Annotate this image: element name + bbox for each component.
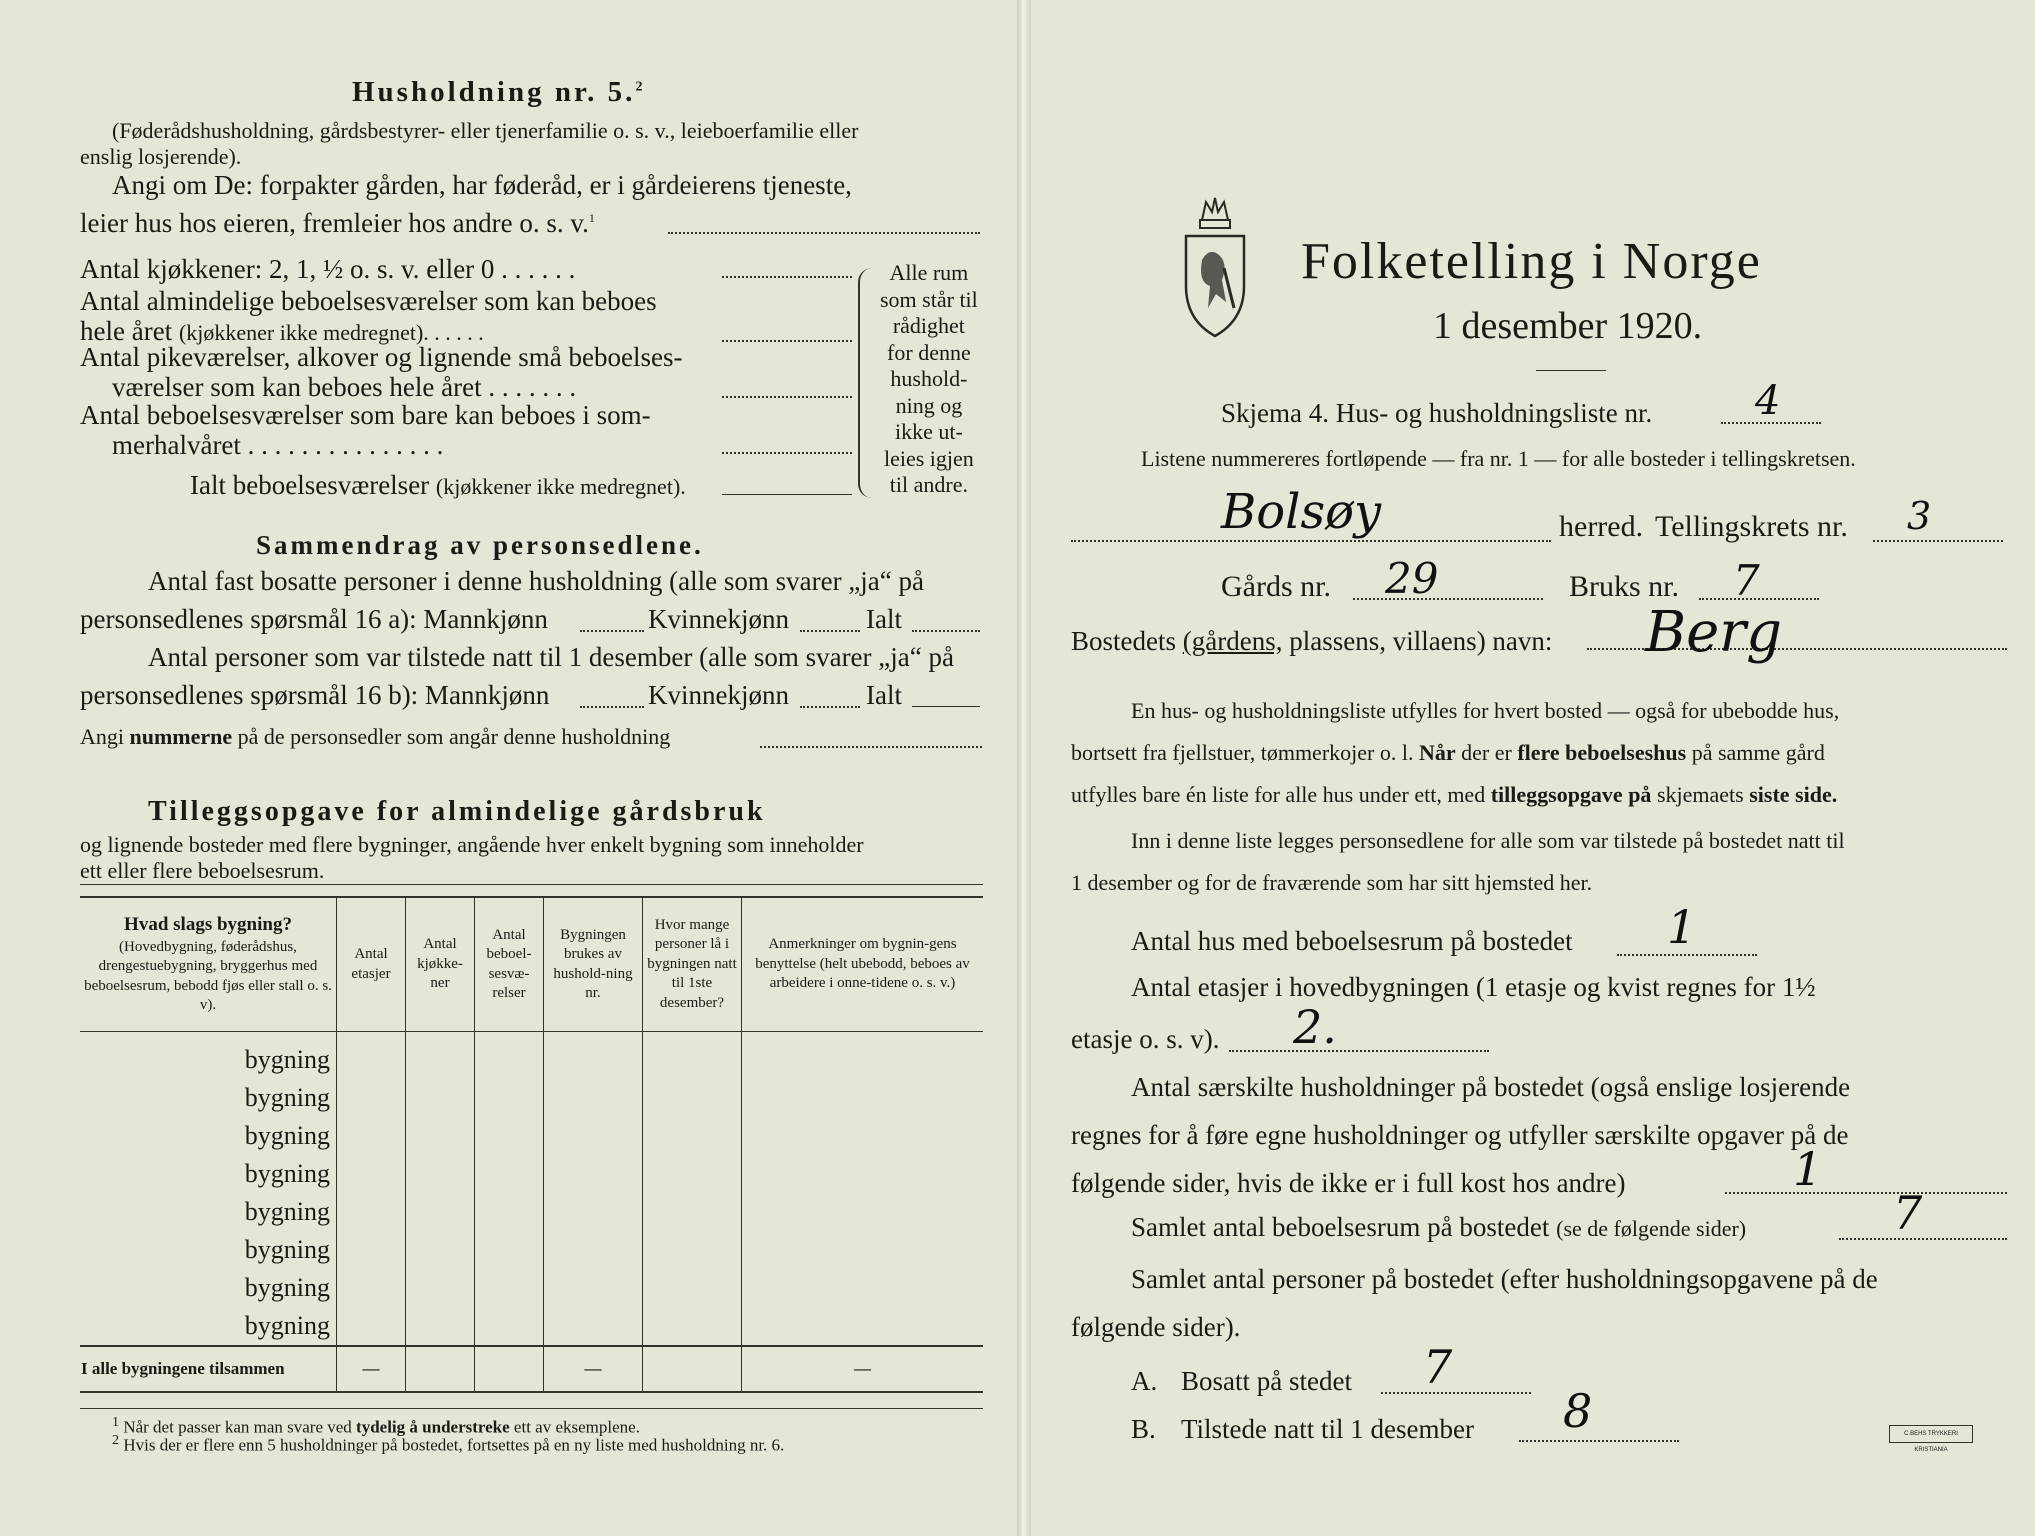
present-letter: B. — [1131, 1414, 1156, 1444]
summer-rooms-fill — [722, 452, 852, 454]
kitchens-fill — [722, 276, 852, 278]
instr-2: bortsett fra fjellstuer, tømmerkojer o. l. Når der er flere beboelseshus på samme gård — [1071, 740, 1825, 765]
farm-nr-label: Gårds nr. — [1221, 570, 1331, 603]
herred-label: herred. — [1559, 510, 1644, 543]
houses-count: 1 — [1667, 900, 1697, 954]
maid-rooms-label-2: værelser som kan beboes hele året . . . . . . . — [112, 372, 577, 402]
total-rooms-label: Ialt beboelsesværelser (kjøkkener ikke medregnet). — [190, 470, 686, 500]
maid-rooms-fill — [722, 396, 852, 398]
bruks-nr-label: Bruks nr. — [1569, 570, 1680, 603]
resident-count: 7 — [1423, 1340, 1453, 1394]
farm-nr: 29 — [1385, 554, 1439, 603]
col-rooms: Antal beboel-sesvæ-relser — [475, 897, 544, 1032]
persons-label-1: Samlet antal personer på bostedet (efter husholdningsopgavene på de — [1131, 1264, 1878, 1294]
footnote-2: $^2$ Hvis der er flere enn 5 husholdninger på bostedet, fortsettes på en ny liste med husholdning nr. 6. — [112, 1432, 785, 1455]
page-fold — [1017, 0, 1031, 1536]
table-row — [80, 1307, 983, 1346]
household-title: Husholdning nr. 5.$^2$ — [352, 76, 646, 108]
resident-label: Bosatt på stedet — [1181, 1366, 1352, 1396]
supplement-line-1: og lignende bosteder med flere bygninger, angående hver enkelt bygning som inneholder — [80, 832, 864, 857]
footnote-1: $^1$ Når det passer kan man svare ved tydelig å understreke ett av eksemplene. — [112, 1414, 640, 1437]
list-number: 4 — [1755, 378, 1781, 424]
households-label-3: følgende sider, hvis de ikke er i full kost hos andre) — [1071, 1168, 1626, 1198]
col-floors: Antal etasjer — [337, 897, 406, 1032]
female-fill — [800, 630, 860, 632]
form-title: Folketelling i Norge — [1301, 233, 1762, 290]
ordinary-rooms-label: Antal almindelige beboelsesværelser som kan beboes — [80, 286, 657, 316]
district-fill — [1873, 540, 2003, 542]
angi-fill — [668, 232, 980, 234]
kitchens-label: Antal kjøkkener: 2, 1, ½ o. s. v. eller 0 . . . . . . — [80, 254, 576, 284]
table-total-row — [80, 1346, 983, 1392]
floors-label-2: etasje o. s. v). — [1071, 1024, 1220, 1054]
female-label-2: Kvinnekjønn — [648, 680, 789, 710]
numbering-note: Listene nummereres fortløpende — fra nr. 1 — for alle bosteder i tellingskretsen. — [1141, 446, 1856, 471]
building-cell: bygning — [80, 1117, 337, 1155]
total-dash: — — [337, 1346, 406, 1392]
angi-line-2: leier hus hos eieren, fremleier hos andre o. s. v.$^1$ — [80, 208, 595, 238]
col-persons: Hvor mange personer lå i bygningen natt til 1ste desember? — [643, 897, 742, 1032]
table-row — [80, 1079, 983, 1117]
rooms-total-fill — [1839, 1238, 2007, 1240]
table-header-row — [80, 897, 983, 1032]
footnote-rule — [80, 1408, 983, 1409]
household-note-2: enslig losjerende). — [80, 144, 242, 169]
floors-label-1: Antal etasjer i hovedbygningen (1 etasje og kvist regnes for 1½ — [1131, 972, 1816, 1002]
table-row — [80, 1231, 983, 1269]
district-number: 3 — [1907, 494, 1932, 538]
building-cell: bygning — [80, 1155, 337, 1193]
table-row — [80, 1117, 983, 1155]
printer-stamp: C.BEHS TRYKKERI KRISTIANIA — [1889, 1425, 1973, 1443]
summary-line-4: personsedlenes spørsmål 16 b): Mannkjønn — [80, 680, 550, 710]
ordinary-rooms-label-2: hele året (kjøkkener ikke medregnet). . . . . . — [80, 316, 484, 346]
present-count: 8 — [1563, 1384, 1593, 1438]
building-cell: bygning — [80, 1079, 337, 1117]
households-count: 1 — [1793, 1142, 1823, 1196]
rooms-total: 7 — [1893, 1186, 1923, 1240]
building-cell: bygning — [80, 1231, 337, 1269]
district-label: Tellingskrets nr. — [1655, 510, 1848, 543]
supplement-rule — [80, 884, 983, 885]
numbers-fill — [760, 746, 982, 748]
col-remarks: Anmerkninger om bygnin-gens benyttelse (helt ubebodd, beboes av arbeidere i onne-tidene o. s. v.) — [742, 897, 984, 1032]
houses-fill — [1617, 954, 1757, 956]
present-fill — [1519, 1440, 1679, 1442]
herred-fill — [1071, 540, 1551, 542]
households-label-1: Antal særskilte husholdninger på bostedet (også enslige losjerende — [1131, 1072, 1851, 1102]
col-household-nr: Bygningen brukes av hushold-ning nr. — [544, 897, 643, 1032]
instr-1: En hus- og husholdningsliste utfylles for hvert bosted — også for ubebodde hus, — [1131, 698, 1840, 723]
total-rooms-fill — [722, 494, 852, 495]
rooms-total-label: Samlet antal beboelsesrum på bostedet (se de følgende sider) — [1131, 1212, 1747, 1242]
male-fill-2 — [580, 706, 644, 708]
present-label: Tilstede natt til 1 desember — [1181, 1414, 1474, 1444]
total-label-2: Ialt — [866, 680, 902, 710]
summary-title: Sammendrag av personsedlene. — [256, 530, 704, 560]
title-rule — [1536, 370, 1606, 371]
total-row-label: I alle bygningene tilsammen — [80, 1346, 337, 1392]
col-kitchens: Antal kjøkke-ner — [406, 897, 475, 1032]
bruks-nr: 7 — [1733, 556, 1760, 605]
building-cell: bygning — [80, 1032, 337, 1080]
female-label: Kvinnekjønn — [648, 604, 789, 634]
farm-nr-fill — [1353, 598, 1543, 600]
building-cell: bygning — [80, 1193, 337, 1231]
numbers-line: Angi nummerne på de personsedler som angår denne husholdning — [80, 724, 671, 749]
herred-name: Bolsøy — [1221, 484, 1382, 540]
brace — [858, 268, 876, 498]
maid-rooms-label: Antal pikeværelser, alkover og lignende små beboelses- — [80, 342, 683, 372]
floors-fill — [1229, 1050, 1489, 1052]
building-cell: bygning — [80, 1307, 337, 1346]
persons-label-2: følgende sider). — [1071, 1312, 1241, 1342]
norway-coat-of-arms-icon — [1180, 190, 1250, 340]
place-name-label: Bostedets (gårdens, plassens, villaens) navn: — [1071, 626, 1553, 656]
ordinary-rooms-fill — [722, 340, 852, 342]
col-building-type: Hvad slags bygning? (Hovedbygning, føderådshus, drengestuebygning, bryggerhus med beboelsesrum, bebodd fjøs eller stall o. s. v). — [80, 897, 337, 1032]
female-fill-2 — [800, 706, 860, 708]
households-label-2: regnes for å føre egne husholdninger og utfyller særskilte opgaver på de — [1071, 1120, 1849, 1150]
angi-line-1: Angi om De: forpakter gården, har føderåd, er i gårdeierens tjeneste, — [112, 170, 852, 200]
census-date: 1 desember 1920. — [1433, 305, 1703, 347]
resident-fill — [1381, 1392, 1531, 1394]
place-name: Berg — [1645, 600, 1782, 665]
male-fill — [580, 630, 644, 632]
brace-note: Alle rum som står til rådighet for denne hushold- ning og ikke ut- leies igjen til andre. — [880, 260, 978, 497]
total-fill — [912, 630, 980, 632]
summary-line-1: Antal fast bosatte personer i denne husholdning (alle som svarer „ja“ på — [148, 566, 924, 596]
left-page — [0, 0, 1017, 1536]
instr-5: 1 desember og for de fraværende som har sitt hjemsted her. — [1071, 870, 1593, 895]
total-dash: — — [742, 1346, 984, 1392]
summary-line-3: Antal personer som var tilstede natt til 1 desember (alle som svarer „ja“ på — [148, 642, 954, 672]
schema-line: Skjema 4. Hus- og husholdningsliste nr. — [1221, 398, 1653, 428]
summary-line-2: personsedlenes spørsmål 16 a): Mannkjønn — [80, 604, 548, 634]
table-row — [80, 1032, 983, 1080]
table-row — [80, 1155, 983, 1193]
household-note: (Føderådshusholdning, gårdsbestyrer- eller tjenerfamilie o. s. v., leieboerfamilie eller — [112, 118, 859, 143]
instr-3: utfylles bare én liste for alle hus under ett, med tilleggsopgave på skjemaets siste side. — [1071, 782, 1838, 807]
total-fill-2 — [912, 706, 980, 707]
total-label: Ialt — [866, 604, 902, 634]
building-cell: bygning — [80, 1269, 337, 1307]
floors-count: 2. — [1293, 1000, 1337, 1054]
total-dash: — — [544, 1346, 643, 1392]
supplement-line-2: ett eller flere beboelsesrum. — [80, 858, 325, 883]
resident-letter: A. — [1131, 1366, 1158, 1396]
table-row — [80, 1269, 983, 1307]
table-row — [80, 1193, 983, 1231]
supplement-title: Tilleggsopgave for almindelige gårdsbruk — [148, 796, 766, 827]
houses-label: Antal hus med beboelsesrum på bostedet — [1131, 926, 1573, 956]
buildings-table — [80, 896, 983, 1393]
summer-rooms-label-2: merhalvåret . . . . . . . . . . . . . . . — [112, 430, 444, 460]
summer-rooms-label: Antal beboelsesværelser som bare kan beboes i som- — [80, 400, 651, 430]
right-page — [1031, 0, 2035, 1536]
instr-4: Inn i denne liste legges personsedlene for alle som var tilstede på bostedet natt til — [1131, 828, 1845, 853]
households-fill — [1725, 1192, 2007, 1194]
